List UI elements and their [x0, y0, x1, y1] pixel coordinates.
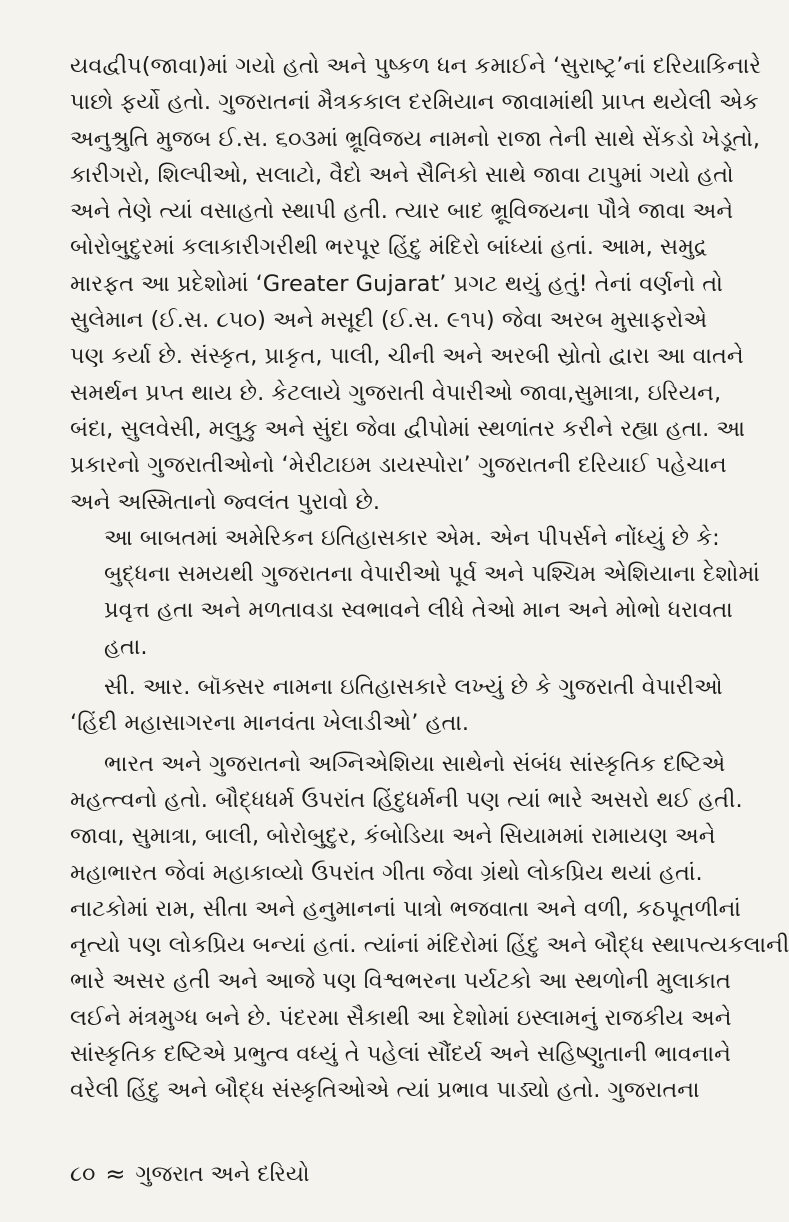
- paragraph-history-java: [70, 48, 761, 520]
- text-line: આ બાબતમાં અમેરિકન ઇતિહાસકાર એમ. એન પીપર્સને નોંધ્યું છે કે:: [104, 524, 720, 551]
- text-line: ભારત અને ગુજરાતનો અગ્નિએશિયા સાથેનો સંબંધ સાંસ્કૃતિક દષ્ટિએ: [104, 750, 726, 777]
- text-line: સુલેમાન (ઈ.સ. ૮૫૦) અને મસૂદી (ઈ.સ. ૯૧૫) જેવા અરબ મુસાફરોએ: [70, 307, 708, 334]
- text-line: બોરોબુદુરમાં કલાકારીગરીથી ભરપૂર હિંદુ મંદિરો બાંધ્યાં હતાં. આમ, સમુદ્ર: [70, 234, 708, 261]
- text-line: સાંસ્કૃતિક દષ્ટિએ પ્રભુત્વ વધ્યું તે પહેલાં સૌંદર્ય અને સહિષ્ણુતાની ભાવનાને: [70, 1041, 731, 1068]
- page-footer: [70, 1160, 309, 1188]
- text-line: કારીગરો, શિલ્પીઓ, સલાટો, વૈદો અને સૈનિકો સાથે જાવા ટાપુમાં ગયો હતો: [70, 161, 734, 188]
- text-line: સી. આર. બૉક્સર નામના ઇતિહાસકારે લખ્યું છે કે ગુજરાતી વેપારીઓ: [104, 674, 723, 701]
- text-line: બંદા, સુલવેસી, મલુકુ અને સુંદા જેવા દ્વીપોમાં સ્થળાંતર કરીને રહ્યા હતા. આ: [70, 415, 746, 442]
- text-line: નૃત્યો પણ લોકપ્રિય બન્યાં હતાં. ત્યાંનાં મંદિરોમાં હિંદુ અને બૌદ્ધ સ્થાપત્યકલાની: [70, 932, 789, 959]
- running-title: ગુજરાત અને દરિયો: [135, 1161, 310, 1187]
- quote-line: પ્રવૃત્ત હતા અને મળતાવડા સ્વભાવને લીધે તેઓ માન અને મોભો ધરાવતા: [104, 597, 733, 624]
- text-line: મહત્ત્વનો હતો. બૌદ્ધધર્મ ઉપરાંત હિંદુધર્મની પણ ત્યાં ભારે અસરો થઈ હતી.: [70, 786, 743, 813]
- text-line: જાવા, સુમાત્રા, બાલી, બોરોબુદુર, કંબોડિયા અને સિયામમાં રામાયણ અને: [70, 823, 716, 850]
- text-line: નાટકોમાં રામ, સીતા અને હનુમાનનાં પાત્રો ભજવાતા અને વળી, કઠપૂતળીનાં: [70, 895, 741, 922]
- text-line: યવદ્વીપ(જાવા)માં ગયો હતો અને પુષ્કળ ધન કમાઈને ‘સુરાષ્ટ્ર’નાં દરિયાકિનારે: [70, 53, 761, 79]
- text-line: પણ કર્યા છે. સંસ્કૃત, પ્રાકૃત, પાલી, ચીની અને અરબી સ્રોતો દ્વારા આ વાતને: [70, 343, 744, 370]
- text-line: લઈને મંત્રમુગ્ધ બને છે. પંદરમા સૈકાથી આ દેશોમાં ઇસ્લામનું રાજકીય અને: [70, 1004, 732, 1031]
- paragraph-pipers-intro: [70, 520, 720, 556]
- text-line: સમર્થન પ્રપ્ત થાય છે. કેટલાયે ગુજરાતી વેપારીઓ જાવા,સુમાત્રા, ઇરિયન,: [70, 379, 722, 406]
- quote-line: હતા.: [104, 633, 148, 660]
- text-line: મહાભારત જેવાં મહાકાવ્યો ઉપરાંત ગીતા જેવા ગ્રંથો લોકપ્રિય થયાં હતાં.: [70, 859, 703, 886]
- text-line: ‘હિંદી મહાસાગરના માનવંતા ખેલાડીઓ’ હતા.: [70, 710, 470, 737]
- text-line: ભારે અસર હતી અને આજે પણ વિશ્વભરના પર્યટકો આ સ્થળોની મુલાકાત: [70, 968, 731, 995]
- text-line: અને તેણે ત્યાં વસાહતો સ્થાપી હતી. ત્યાર બાદ ભ્રૂવિજયના પૌત્રે જાવા અને: [70, 198, 734, 225]
- quote-line: બુદ્ધના સમયથી ગુજરાતના વેપારીઓ પૂર્વ અને પશ્ચિમ એશિયાના દેશોમાં: [104, 561, 760, 588]
- text-line: પાછો ફર્યો હતો. ગુજરાતનાં મૈત્રકકાલ દરમિયાન જાવામાંથી પ્રાપ્ત થયેલી એક: [70, 89, 759, 116]
- text-line: વરેલી હિંદુ અને બૌદ્ધ સંસ્કૃતિઓએ ત્યાં પ્રભાવ પાડ્યો હતો. ગુજરાતના: [70, 1077, 700, 1104]
- text-line: અનુશ્રુતિ મુજબ ઈ.સ. ૬૦૩માં ભ્રૂવિજય નામનો રાજા તેની સાથે સેંકડો ખેડૂતો,: [70, 125, 761, 152]
- paragraph-cultural-relations: [70, 746, 789, 1109]
- page-number: ૮૦: [70, 1161, 96, 1187]
- text-line: મારફત આ પ્રદેશોમાં ‘Greater Gujarat’ પ્રગટ થયું હતું! તેનાં વર્ણનો તો: [70, 270, 723, 297]
- text-line: પ્રકારનો ગુજરાતીઓનો ‘મેરીટાઇમ ડાયસ્પોરા’ ગુજરાતની દરિયાઈ પહેચાન: [70, 452, 727, 479]
- separator: ≈: [105, 1160, 126, 1188]
- text-line: અને અસ્મિતાનો જ્વલંત પુરાવો છે.: [70, 488, 380, 515]
- block-quote-pipers: [70, 556, 760, 665]
- paragraph-boxer: [70, 669, 723, 742]
